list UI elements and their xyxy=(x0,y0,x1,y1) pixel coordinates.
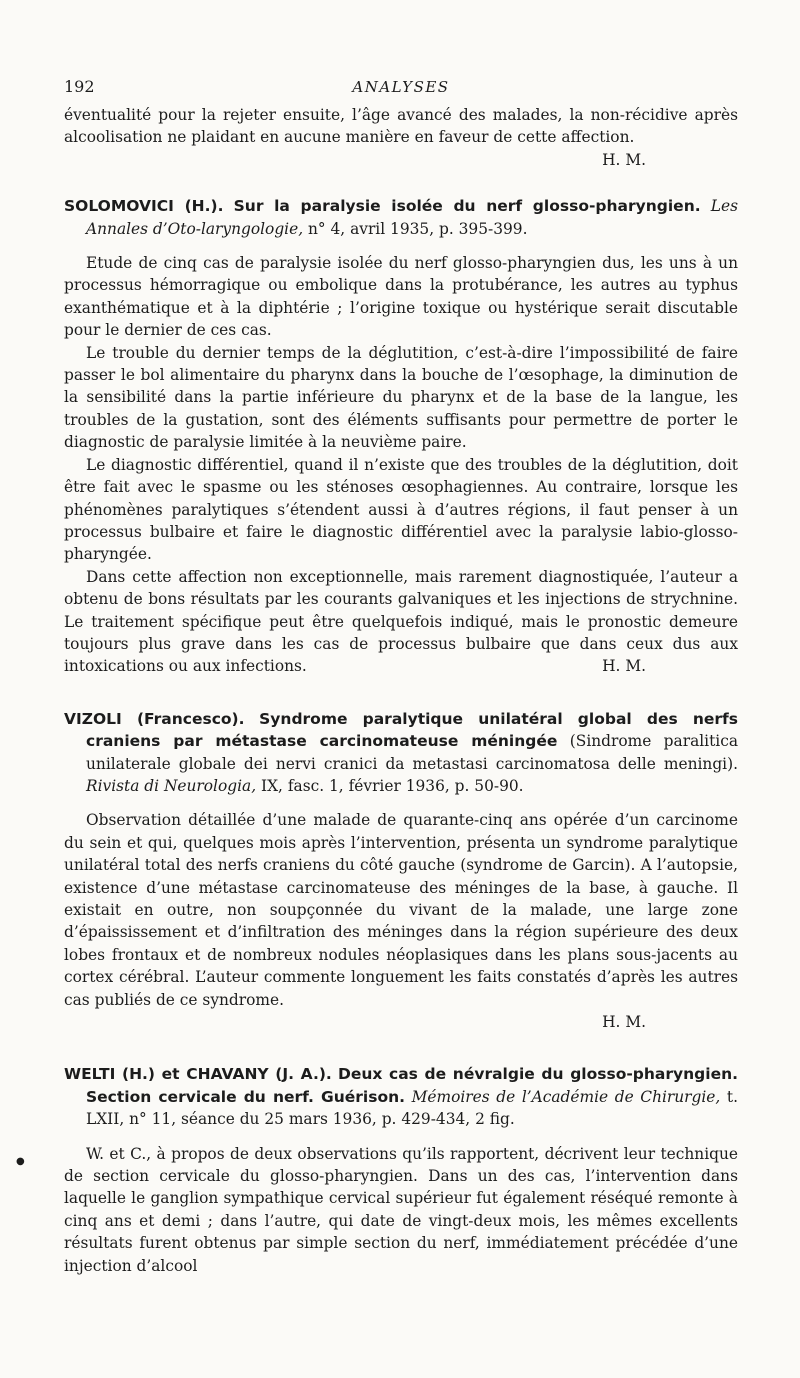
abstract-entry xyxy=(64,708,738,1034)
signature: H. M. xyxy=(602,150,646,169)
citation xyxy=(64,195,738,240)
author: SOLOMOVICI (H.). xyxy=(64,197,224,216)
running-head xyxy=(64,76,738,100)
journal: Les Annales d’Oto-laryngologie, xyxy=(86,197,738,238)
publication-details: n° 4, avril 1935, p. 395-399. xyxy=(308,219,528,238)
paragraph: Le trouble du dernier temps de la déglutition, c’est-à-dire l’impossibilité de faire passer le bol alimentaire du pharynx dans la bouche de l’œsophage, la diminution de la sensibilité dans la partie inférieure du pharynx et de la base de la langue, les troubles de la gustation, sont des éléments suffisants pour permettre de porter le diagnostic de paralysie limitée à la neuvième paire. xyxy=(64,343,738,452)
journal: Mémoires de l’Académie de Chirurgie, xyxy=(411,1087,721,1106)
paragraph xyxy=(64,566,738,678)
author: WELTI (H.) et CHAVANY (J. A.). xyxy=(64,1065,332,1084)
abstract-entry xyxy=(64,1063,738,1277)
article-title: Syndrome paralytique unilatéral global des nerfs craniens par métastase carcinomateuse méningée xyxy=(86,709,738,751)
paragraph: Le diagnostic différentiel, quand il n’existe que des troubles de la déglutition, doit être fait avec le spasme ou les sténoses œsophagiennes. Au contraire, lorsque les phénomènes paralytiques s’étendent aussi à d’autres régions, il faut penser à un processus bulbaire et faire le diagnostic différentiel avec la paralysie labio-glosso-pharyngée. xyxy=(64,455,738,564)
citation xyxy=(64,1063,738,1130)
article-title: Deux cas de névralgie du glosso-pharyngien. Section cervicale du nerf. Guérison. xyxy=(86,1065,739,1106)
publication-details: t. LXII, n° 11, séance du 25 mars 1936, p. 429-434, 2 fig. xyxy=(86,1087,738,1129)
author: VIZOLI (Francesco). xyxy=(64,709,245,728)
paragraph: W. et C., à propos de deux observations qu’ils rapportent, décrivent leur technique de section cervicale du glosso-pharyngien. Dans un des cas, l’intervention dans laquelle le ganglion sympathique cervical supérieur fut également réséqué remonte à cinq ans et demi ; dans l’autre, qui date de vingt-deux mois, les mêmes excellents résultats furent obtenus par simple section du nerf, immédiatement précédée d’une injection d’alcool xyxy=(64,1144,738,1275)
paragraph-text: Dans cette affection non exceptionnelle, mais rarement diagnostiquée, l’auteur a obtenu de bons résultats par les courants galvaniques et les injections de strychnine. Le traitement spécifique peut être quelquefois indiqué, mais le pronostic demeure toujours plus grave dans les cas de processus bulbaire que dans ceux dus aux intoxications ou aux infections. xyxy=(64,567,738,676)
paragraph: Observation détaillée d’une malade de quarante-cinq ans opérée d’un carcinome du sein et qui, quelques mois après l’intervention, présenta un syndrome paralytique unilatéral total des nerfs craniens du côté gauche (syndrome de Garcin). A l’autopsie, existence d’une métastase carcinomateuse des méninges de la base, à gauche. Il existait en outre, non soupçonnée du vivant de la malade, une large zone d’épaississement et d’infiltration des méninges dans la région supérieure des deux lobes frontaux et de nombreux nodules néoplasiques dans les plans sous-jacents au cortex cérébral. L’auteur commente longuement les faits constatés d’après les autres cas publiés de ce syndrome. xyxy=(64,811,738,1009)
carryover-text: éventualité pour la rejeter ensuite, l’âge avancé des malades, la non-récidive après alcoolisation ne plaidant en aucune manière en faveur de cette affection. xyxy=(64,106,738,147)
article-title: Sur la paralysie isolée du nerf glosso-pharyngien. xyxy=(233,197,701,216)
page-number: 192 xyxy=(64,77,95,96)
journal: Rivista di Neurologia, xyxy=(86,776,257,795)
paragraph: Etude de cinq cas de paralysie isolée du nerf glosso-pharyngien dus, les uns à un processus hémorragique ou embolique dans la protubérance, les autres au typhus exanthématique et à la diphtérie ; l’origine toxique ou hystérique serait discutable pour le dernier de ces cas. xyxy=(64,254,738,340)
running-title: ANALYSES xyxy=(352,78,450,96)
abstract-entry xyxy=(64,195,738,678)
citation xyxy=(64,708,738,798)
signature: H. M. xyxy=(602,657,646,676)
publication-details: IX, fasc. 1, février 1936, p. 50-90. xyxy=(261,776,524,795)
original-title: (Sindrome paralitica unilaterale globale dei nervi cranici da metastasi carcinomatosa delle meningi). xyxy=(86,732,738,773)
signature: H. M. xyxy=(602,1013,646,1032)
margin-dot: ● xyxy=(16,1156,25,1167)
